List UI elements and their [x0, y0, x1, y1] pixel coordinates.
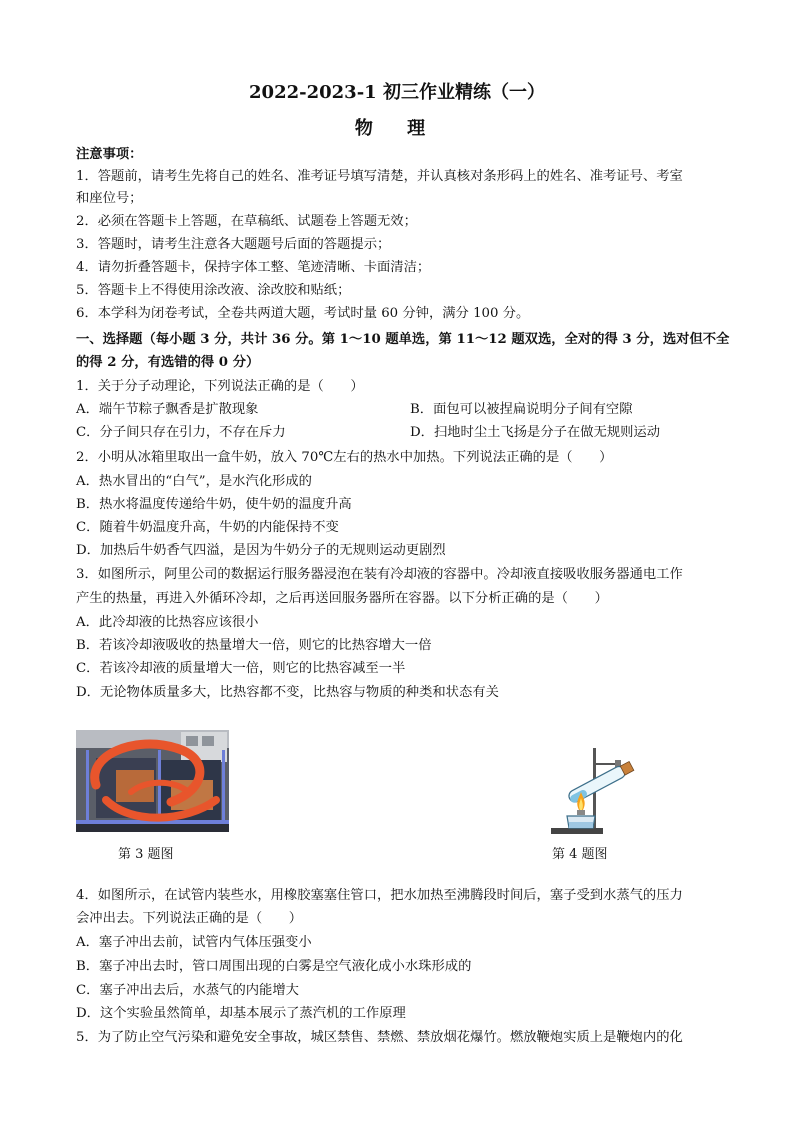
- section-heading: 一、选择题（每小题 3 分，共计 36 分。第 1～10 题单选，第 11～12 题双选，全对的得 3 分，选对但不全: [76, 332, 730, 347]
- q2-option-a: A．热水冒出的“白气”，是水汽化形成的: [76, 474, 312, 489]
- q3-stem: 3．如图所示，阿里公司的数据运行服务器浸泡在装有冷却液的容器中。冷却液直接吸收服务器通电工作: [76, 567, 683, 582]
- notice-item: 2．必须在答题卡上答题，在草稿纸、试题卷上答题无效；: [76, 214, 417, 229]
- q3-option-b: B．若该冷却液吸收的热量增大一倍，则它的比热容增大一倍: [76, 638, 432, 653]
- q2-option-c: C．随着牛奶温度升高，牛奶的内能保持不变: [76, 520, 339, 535]
- q4-option-b: B．塞子冲出去时，管口周围出现的白雾是空气液化成小水珠形成的: [76, 959, 472, 974]
- server-photo-figure: [76, 730, 229, 832]
- q4-option-c: C．塞子冲出去后，水蒸气的内能增大: [76, 983, 299, 998]
- q5-stem: 5．为了防止空气污染和避免安全事故，城区禁售、禁燃、禁放烟花爆竹。燃放鞭炮实质上是鞭炮内的化: [76, 1030, 683, 1045]
- notice-item: 4．请勿折叠答题卡，保持字体工整、笔迹清晰、卡面清洁；: [76, 260, 431, 275]
- notice-item: 3．答题时，请考生注意各大题题号后面的答题提示；: [76, 237, 391, 252]
- q2-option-b: B．热水将温度传递给牛奶，使牛奶的温度升高: [76, 497, 352, 512]
- q4-stem-cont: 会冲出去。下列说法正确的是（ ）: [76, 911, 303, 926]
- q1-option-a: A．端午节粽子飘香是扩散现象: [76, 402, 259, 417]
- subject-title: 物 理: [354, 118, 440, 139]
- q3-option-a: A．此冷却液的比热容应该很小: [76, 615, 259, 630]
- notice-item: 和座位号；: [76, 191, 143, 206]
- q1-stem: 1．关于分子动理论，下列说法正确的是（ ）: [76, 379, 364, 394]
- notice-item: 5．答题卡上不得使用涂改液、涂改胶和贴纸；: [76, 283, 351, 298]
- q2-stem: 2．小明从冰箱里取出一盒牛奶，放入 70℃左右的热水中加热。下列说法正确的是（ ）: [76, 450, 613, 465]
- notice-heading: 注意事项：: [76, 147, 143, 162]
- notice-item: 1．答题前，请考生先将自己的姓名、准考证号填写清楚，并认真核对条形码上的姓名、准考证号、考室: [76, 169, 683, 184]
- q4-option-a: A．塞子冲出去前，试管内气体压强变小: [76, 935, 312, 950]
- q1-option-c: C．分子间只存在引力，不存在斥力: [76, 425, 286, 440]
- section-heading-cont: 的得 2 分，有选错的得 0 分）: [76, 355, 260, 370]
- q2-option-d: D．加热后牛奶香气四溢，是因为牛奶分子的无规则运动更剧烈: [76, 543, 446, 558]
- q4-stem: 4．如图所示，在试管内装些水，用橡胶塞塞住管口，把水加热至沸腾段时间后，塞子受到水蒸气的压力: [76, 888, 683, 903]
- figure-4-caption: 第 4 题图: [552, 847, 608, 862]
- q3-option-d: D．无论物体质量多大，比热容都不变，比热容与物质的种类和状态有关: [76, 685, 499, 700]
- figure-3-caption: 第 3 题图: [118, 847, 174, 862]
- q3-stem-cont: 产生的热量，再进入外循环冷却，之后再送回服务器所在容器。以下分析正确的是（ ）: [76, 591, 608, 606]
- q1-option-b: B．面包可以被捏扁说明分子间有空隙: [410, 402, 633, 417]
- exam-title: 2022-2023-1 初三作业精练（一）: [249, 82, 545, 103]
- q4-option-d: D．这个实验虽然简单，却基本展示了蒸汽机的工作原理: [76, 1006, 406, 1021]
- q3-option-c: C．若该冷却液的质量增大一倍，则它的比热容减至一半: [76, 661, 406, 676]
- test-tube-apparatus-figure: [545, 740, 645, 836]
- notice-item: 6．本学科为闭卷考试，全卷共两道大题，考试时量 60 分钟，满分 100 分。: [76, 306, 530, 321]
- q1-option-d: D．扫地时尘土飞扬是分子在做无规则运动: [410, 425, 661, 440]
